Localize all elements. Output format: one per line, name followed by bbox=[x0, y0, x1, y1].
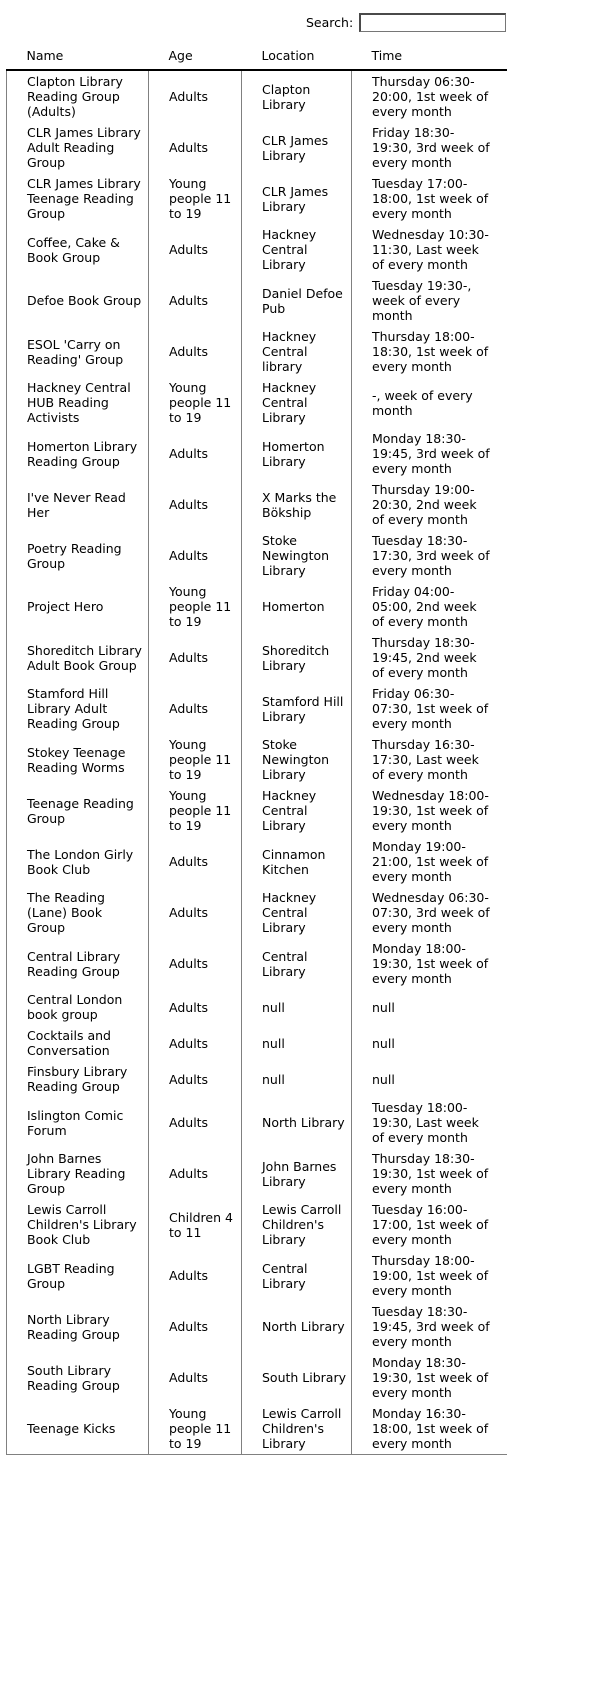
cell-age: Adults bbox=[149, 428, 242, 479]
cell-location: Homerton Library bbox=[242, 428, 352, 479]
table-row bbox=[7, 683, 507, 734]
cell-time: Friday 18:30-19:30, 3rd week of every month bbox=[352, 122, 507, 173]
cell-age: Adults bbox=[149, 989, 242, 1025]
column-header-age[interactable]: Age bbox=[149, 45, 242, 70]
cell-name: The London Girly Book Club bbox=[7, 836, 149, 887]
cell-location: Lewis Carroll Children's Library bbox=[242, 1199, 352, 1250]
cell-time: Thursday 18:00-18:30, 1st week of every month bbox=[352, 326, 507, 377]
cell-location: Hackney Central library bbox=[242, 326, 352, 377]
table-row bbox=[7, 224, 507, 275]
table-row bbox=[7, 632, 507, 683]
cell-name: I've Never Read Her bbox=[7, 479, 149, 530]
table-row bbox=[7, 1097, 507, 1148]
cell-name: Hackney Central HUB Reading Activists bbox=[7, 377, 149, 428]
search-input[interactable] bbox=[359, 13, 506, 32]
cell-location: Hackney Central Library bbox=[242, 224, 352, 275]
table-row bbox=[7, 530, 507, 581]
cell-time: null bbox=[352, 989, 507, 1025]
table-row bbox=[7, 1025, 507, 1061]
cell-name: John Barnes Library Reading Group bbox=[7, 1148, 149, 1199]
cell-location: null bbox=[242, 1025, 352, 1061]
cell-name: Central Library Reading Group bbox=[7, 938, 149, 989]
cell-location: Stoke Newington Library bbox=[242, 530, 352, 581]
cell-location: CLR James Library bbox=[242, 173, 352, 224]
table-row bbox=[7, 785, 507, 836]
cell-age: Adults bbox=[149, 224, 242, 275]
cell-time: Monday 18:00-19:30, 1st week of every month bbox=[352, 938, 507, 989]
cell-time: Thursday 18:30-19:45, 2nd week of every month bbox=[352, 632, 507, 683]
cell-name: Stokey Teenage Reading Worms bbox=[7, 734, 149, 785]
cell-time: Thursday 18:30-19:30, 1st week of every month bbox=[352, 1148, 507, 1199]
cell-age: Adults bbox=[149, 122, 242, 173]
cell-age: Adults bbox=[149, 1097, 242, 1148]
cell-name: North Library Reading Group bbox=[7, 1301, 149, 1352]
cell-location: Central Library bbox=[242, 938, 352, 989]
cell-age: Adults bbox=[149, 1061, 242, 1097]
table-row bbox=[7, 428, 507, 479]
cell-age: Adults bbox=[149, 887, 242, 938]
cell-time: Wednesday 06:30-07:30, 3rd week of every month bbox=[352, 887, 507, 938]
cell-location: Daniel Defoe Pub bbox=[242, 275, 352, 326]
cell-age: Adults bbox=[149, 1025, 242, 1061]
cell-name: The Reading (Lane) Book Group bbox=[7, 887, 149, 938]
cell-name: CLR James Library Teenage Reading Group bbox=[7, 173, 149, 224]
cell-name: Stamford Hill Library Adult Reading Group bbox=[7, 683, 149, 734]
column-header-location[interactable]: Location bbox=[242, 45, 352, 70]
cell-name: Coffee, Cake & Book Group bbox=[7, 224, 149, 275]
cell-name: Defoe Book Group bbox=[7, 275, 149, 326]
table-header bbox=[7, 45, 507, 70]
cell-age: Young people 11 to 19 bbox=[149, 581, 242, 632]
cell-location: South Library bbox=[242, 1352, 352, 1403]
cell-location: John Barnes Library bbox=[242, 1148, 352, 1199]
cell-name: Lewis Carroll Children's Library Book Club bbox=[7, 1199, 149, 1250]
cell-name: Homerton Library Reading Group bbox=[7, 428, 149, 479]
cell-location: Lewis Carroll Children's Library bbox=[242, 1403, 352, 1455]
cell-name: South Library Reading Group bbox=[7, 1352, 149, 1403]
table-row bbox=[7, 1148, 507, 1199]
cell-age: Adults bbox=[149, 683, 242, 734]
table-row bbox=[7, 581, 507, 632]
table-row bbox=[7, 122, 507, 173]
table-row bbox=[7, 887, 507, 938]
cell-age: Adults bbox=[149, 1148, 242, 1199]
cell-age: Young people 11 to 19 bbox=[149, 173, 242, 224]
cell-age: Adults bbox=[149, 70, 242, 122]
cell-time: Thursday 18:00-19:00, 1st week of every month bbox=[352, 1250, 507, 1301]
cell-time: Friday 04:00-05:00, 2nd week of every month bbox=[352, 581, 507, 632]
table-row bbox=[7, 275, 507, 326]
cell-name: Shoreditch Library Adult Book Group bbox=[7, 632, 149, 683]
table-row bbox=[7, 1061, 507, 1097]
cell-location: null bbox=[242, 1061, 352, 1097]
table-row bbox=[7, 377, 507, 428]
search-bar bbox=[306, 12, 506, 32]
table-row bbox=[7, 1199, 507, 1250]
cell-age: Adults bbox=[149, 530, 242, 581]
cell-name: CLR James Library Adult Reading Group bbox=[7, 122, 149, 173]
cell-location: North Library bbox=[242, 1097, 352, 1148]
table-row bbox=[7, 734, 507, 785]
cell-location: CLR James Library bbox=[242, 122, 352, 173]
reading-groups-table bbox=[6, 45, 507, 1455]
cell-time: Wednesday 10:30-11:30, Last week of every month bbox=[352, 224, 507, 275]
cell-age: Adults bbox=[149, 1301, 242, 1352]
cell-time: Monday 18:30-19:45, 3rd week of every month bbox=[352, 428, 507, 479]
cell-time: Tuesday 18:30-17:30, 3rd week of every month bbox=[352, 530, 507, 581]
search-label: Search: bbox=[306, 14, 354, 30]
cell-time: Monday 16:30-18:00, 1st week of every month bbox=[352, 1403, 507, 1455]
cell-time: Tuesday 18:00-19:30, Last week of every month bbox=[352, 1097, 507, 1148]
column-header-name[interactable]: Name bbox=[7, 45, 149, 70]
cell-age: Adults bbox=[149, 1250, 242, 1301]
table-body bbox=[7, 70, 507, 1455]
cell-time: Tuesday 19:30-, week of every month bbox=[352, 275, 507, 326]
cell-age: Adults bbox=[149, 479, 242, 530]
cell-location: North Library bbox=[242, 1301, 352, 1352]
cell-location: Central Library bbox=[242, 1250, 352, 1301]
cell-age: Young people 11 to 19 bbox=[149, 785, 242, 836]
cell-location: Shoreditch Library bbox=[242, 632, 352, 683]
cell-age: Adults bbox=[149, 326, 242, 377]
cell-location: Hackney Central Library bbox=[242, 785, 352, 836]
cell-name: LGBT Reading Group bbox=[7, 1250, 149, 1301]
table-row bbox=[7, 479, 507, 530]
cell-age: Children 4 to 11 bbox=[149, 1199, 242, 1250]
table-row bbox=[7, 938, 507, 989]
cell-time: Tuesday 17:00-18:00, 1st week of every month bbox=[352, 173, 507, 224]
cell-location: Stoke Newington Library bbox=[242, 734, 352, 785]
cell-age: Adults bbox=[149, 1352, 242, 1403]
cell-location: Clapton Library bbox=[242, 70, 352, 122]
cell-time: null bbox=[352, 1061, 507, 1097]
table-row bbox=[7, 70, 507, 122]
column-header-time[interactable]: Time bbox=[352, 45, 507, 70]
cell-time: Thursday 16:30-17:30, Last week of every month bbox=[352, 734, 507, 785]
cell-age: Young people 11 to 19 bbox=[149, 1403, 242, 1455]
table-row bbox=[7, 836, 507, 887]
cell-time: Monday 18:30-19:30, 1st week of every month bbox=[352, 1352, 507, 1403]
cell-location: Stamford Hill Library bbox=[242, 683, 352, 734]
cell-name: Teenage Reading Group bbox=[7, 785, 149, 836]
cell-name: Finsbury Library Reading Group bbox=[7, 1061, 149, 1097]
table-row bbox=[7, 989, 507, 1025]
cell-age: Young people 11 to 19 bbox=[149, 377, 242, 428]
cell-location: Hackney Central Library bbox=[242, 377, 352, 428]
cell-age: Adults bbox=[149, 632, 242, 683]
cell-name: Poetry Reading Group bbox=[7, 530, 149, 581]
cell-name: Cocktails and Conversation bbox=[7, 1025, 149, 1061]
cell-age: Young people 11 to 19 bbox=[149, 734, 242, 785]
cell-location: null bbox=[242, 989, 352, 1025]
cell-age: Adults bbox=[149, 275, 242, 326]
cell-time: -, week of every month bbox=[352, 377, 507, 428]
cell-time: Friday 06:30-07:30, 1st week of every month bbox=[352, 683, 507, 734]
cell-age: Adults bbox=[149, 836, 242, 887]
cell-name: Central London book group bbox=[7, 989, 149, 1025]
table-row bbox=[7, 1352, 507, 1403]
cell-time: Wednesday 18:00-19:30, 1st week of every month bbox=[352, 785, 507, 836]
cell-time: Thursday 19:00-20:30, 2nd week of every month bbox=[352, 479, 507, 530]
cell-name: Clapton Library Reading Group (Adults) bbox=[7, 70, 149, 122]
table-row bbox=[7, 173, 507, 224]
table-row bbox=[7, 1250, 507, 1301]
cell-location: Homerton bbox=[242, 581, 352, 632]
cell-time: Thursday 06:30-20:00, 1st week of every month bbox=[352, 70, 507, 122]
cell-location: Cinnamon Kitchen bbox=[242, 836, 352, 887]
cell-age: Adults bbox=[149, 938, 242, 989]
table-row bbox=[7, 1403, 507, 1455]
cell-time: null bbox=[352, 1025, 507, 1061]
cell-name: Islington Comic Forum bbox=[7, 1097, 149, 1148]
cell-name: ESOL 'Carry on Reading' Group bbox=[7, 326, 149, 377]
cell-location: Hackney Central Library bbox=[242, 887, 352, 938]
header-row bbox=[7, 45, 507, 70]
cell-location: X Marks the Bökship bbox=[242, 479, 352, 530]
cell-time: Tuesday 16:00-17:00, 1st week of every month bbox=[352, 1199, 507, 1250]
table-row bbox=[7, 1301, 507, 1352]
cell-name: Teenage Kicks bbox=[7, 1403, 149, 1455]
cell-time: Tuesday 18:30-19:45, 3rd week of every month bbox=[352, 1301, 507, 1352]
table-row bbox=[7, 326, 507, 377]
cell-time: Monday 19:00-21:00, 1st week of every month bbox=[352, 836, 507, 887]
cell-name: Project Hero bbox=[7, 581, 149, 632]
